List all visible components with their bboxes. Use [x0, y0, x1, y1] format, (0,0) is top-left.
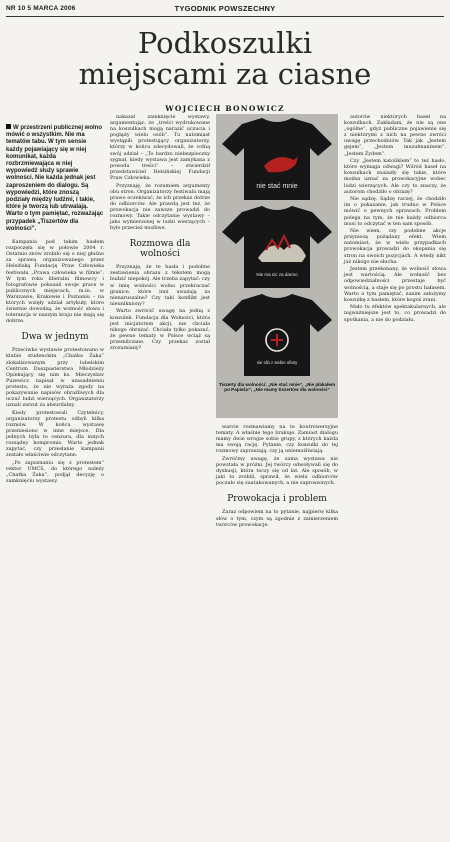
- column-1: [6, 124, 104, 486]
- paragraph: nakazał zamknięcie wystawy, argumentując, że „treści wydrukowane na koszulkach mogą narazić uczucia i poglądy wielu osób”. Tu natomiast wystąpili protestujący organizatorzy, którzy w końcu zdecydowali, że cofną swój udział – „To bardzo niebezpieczny sygnał, kiedy wystawa jest zamykana z powodu treści” – stwierdził przedstawiciel Helsińskiej Fundacji Praw Człowieka.: [110, 114, 210, 181]
- tshirt-photos: [216, 114, 338, 382]
- section-heading: Rozmowa dla wolności: [129, 239, 191, 260]
- paragraph: Nie wiem, czy podobne akcje przyniosą pożądany efekt. Wiem natomiast, że w wielu przypadkach prowokacja prowadzi do okopania się stron na swoich pozycjach. A wtedy nikt już nikogo nie słucha.: [344, 228, 446, 265]
- column-2: [110, 114, 210, 353]
- article-title: Podkoszulki miejscami za ciasne: [78, 26, 372, 91]
- column-3: [216, 424, 338, 529]
- paragraph: Mało tu efektów spektakularnych, ale najważniejsze jest to, co prowadzi do spotkania, a nie do podziału.: [344, 304, 446, 323]
- paragraph: autorów niektórych haseł na koszulkach. Zakładam, że nie są one „ogólne”, gdyż publiczne pojawienie się z niektórymi z nich na pewno zwróci uwagę przechodniów. Tak jak „Jestem gejem”, „Jestem muzułmaninem”, „Jestem Żydem”.: [344, 114, 446, 157]
- photo-caption: Tiszerty dla wolności: „Nie stać mnie”, „Nie płakałem po Papieżu”, „Nie mamy tiszertów dla wolności”: [218, 382, 336, 393]
- bullet-square-icon: [6, 124, 11, 129]
- paragraph: Zwróćmy uwagę, że sama wystawa nie powstała w próżni. Jej twórcy odwoływali się do dyskusji, która toczy się od lat. Ale sposób, w jaki to zrobili, sprawił, że wielu odbiorców poczuło się zaatakowanych, a nie zaproszonych.: [216, 455, 338, 487]
- issue-info: NR 10 5 MARCA 2006: [6, 5, 76, 12]
- paragraph: Przyznaję, że te hasła i podobne zestawienia obrazu z tekstem mogą budzić niepokój. Ale trzeba zapytać: czy w imię wolności wolno przekraczać granice, które inni uważają za nienaruszalne? Czy taki konflikt jest nieunikniony?: [110, 264, 210, 307]
- section-heading: Dwa w jednym: [21, 332, 89, 343]
- paragraph: Przeciwko wystawie protestowano w klubie studenckim „Chatka Żaka” zlokalizowanym przy lubelskim Centrum Duszpasterstwa Młodzieży Opiekujący się nim ks. Mieczysław Puzewicz napisał w uzasadnieniu protestu, że nie wyraża zgody na pokazywanie napisów obraźliwych dla uczuć ludzi wierzących. Organizatorzy uznali zarzut za absurdalny.: [6, 347, 104, 409]
- paragraph: Przyznaję, że rozumiem argumenty obu stron. Organizatorzy festiwalu mają prawo oczekiwać, że ich przekaz dotrze do odbiorców. Ale prawdą jest też, że prowokacja nie zawsze prowadzi do rozmowy. Takie odczytanie wystawy – jako wymierzonej w ludzi wierzących – było przecież możliwe.: [110, 182, 210, 232]
- paper-name: TYGODNIK POWSZECHNY: [174, 4, 276, 13]
- tshirt-2-text: Nie ma nic za darmo: [256, 272, 298, 277]
- paragraph: warcie rozmawiamy na te kontrowersyjne tematy. A właśnie tego brakuje. Zamiast dialogu mamy dwie wrogie sobie grupy, z których każda ma swoją rację. Pytanie, czy koszulki do tej rozmowy zapraszają, czy ją uniemożliwiają.: [216, 424, 338, 455]
- paragraph: Jestem przekonany, że wolność słowa jest wartością. Ale wolność bez odpowiedzialności przestaje być wolnością, a staje się po prostu hałasem. Warto o tym pamiętać, zanim założymy koszulkę z hasłem, które kogoś zrani.: [344, 266, 446, 303]
- paragraph: Warto zwrócić uwagę na jedną z koszulek. Fundacja dla Wolności, która jest inicjatorem akcji, nie chciała nikogo obrażać. Chciała tylko pokazać, że pewne tematy w Polsce wciąż są przemilczane. Czy przekaz został zrozumiany?: [110, 308, 210, 351]
- paragraph: Nie sądzę. Sądzę raczej, że chodziło im o pokazanie, jak trudno w Polsce mówić o pewnych sprawach. Problem polega na tym, że nie każdy odbiorca musi to odczytać w ten sam sposób.: [344, 196, 446, 227]
- paragraph: Kampania pod takim hasłem rozpoczęła się w połowie 2004 r. Ostatnio znów zrobiło się o niej głośno za sprawą organizowanego przez Helsińską Fundację Praw Człowieka festiwalu „Prawa człowieka w filmie”. W tym roku liberalni filmowcy i fotografowie pokazali swoje prace w publicznych miejscach, m.in. w Warszawie, Krakowie i Poznaniu – na których wzięły udział artykuły, które świetnie dowodzą, że wolność słowa i tolerancja w naszym kraju nie mają się dobrze.: [6, 239, 104, 325]
- paragraph: Zaraz odpowiem na to pytanie, najpierw kilka słów o tym, czym są zgodnie z zamierzeniem twórców prowokacje.: [216, 509, 338, 528]
- column-4: [344, 114, 446, 324]
- tshirt-1-text: nie stać mnie: [256, 183, 298, 190]
- section-heading: Prowokacja i problem: [227, 494, 327, 505]
- tshirt-1-image: [222, 118, 332, 200]
- tshirt-3-image: [222, 294, 332, 376]
- paragraph: Kiedy protestowali Czytelnicy, organizatorzy protestu odbyli kilka rozmów. W końcu wystawę przeniesiono w inne miejsce. Dla jednych była to cenzura, dla innych rozsądny kompromis. Warto jednak zapytać, czy przesłanie kampanii zostało właściwie odczytane.: [6, 409, 104, 459]
- tshirt-2-image: [222, 206, 332, 288]
- paragraph: „Po zapoznaniu się z protestem” rektor UMCS, do którego należy „Chatka Żaka”, podjął decyzję o zamknięciu wystawy.: [6, 460, 104, 485]
- masthead: [6, 4, 444, 17]
- paragraph: Czy „Jestem katolikiem” to też hasło, które wymaga odwagi? Wśród haseł na koszulkach znalazły się takie, które można uznać za prowokacyjne wobec ludzi wierzących. Ale czy to znaczy, że autorom chodziło o obrazę?: [344, 158, 446, 195]
- tshirt-3-text: nie rób z siebie ofiary: [256, 360, 298, 365]
- lead-paragraph: W przestrzeni publicznej wolno mówić o wszystkim. Nie ma tematów tabu. W tym sensie każdy pojawiający się w niej komunikat, każda rozbrzmiewająca w niej wypowiedź służy sprawie wolności. Nie każda jednak jest zaproszeniem do dialogu. Są wypowiedzi, które znoszą podziały między ludźmi, i takie, które je tworzą lub utrwalają. Warto o tym pamiętać, rozważając przypadek „Tiszertów dla wolności”.: [6, 125, 104, 232]
- author-byline: WOJCIECH BONOWICZ: [165, 104, 285, 113]
- tshirt-photo-panel: [216, 114, 338, 418]
